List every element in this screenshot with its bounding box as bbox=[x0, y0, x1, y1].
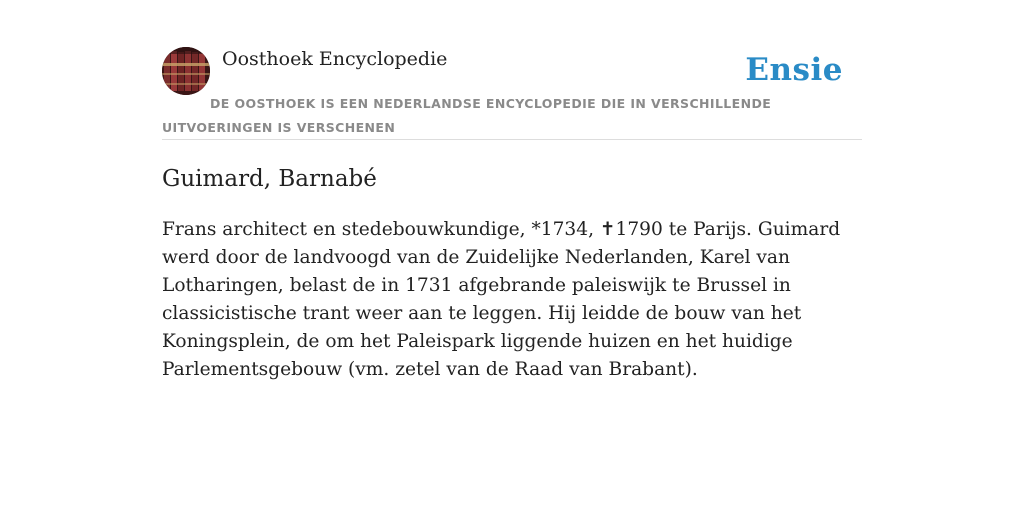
ensie-logo[interactable]: Ensie bbox=[745, 52, 843, 88]
book-spines-icon[interactable] bbox=[162, 47, 210, 95]
article-body bbox=[162, 216, 862, 384]
page-container bbox=[162, 46, 862, 380]
site-title[interactable]: Oosthoek Encyclopedie bbox=[222, 48, 448, 70]
site-description: DE OOSTHOEK IS EEN NEDERLANDSE ENCYCLOPEDIE DIE IN VERSCHILLENDE UITVOERINGEN IS VERSCHENEN bbox=[162, 96, 772, 135]
site-header bbox=[162, 46, 862, 140]
article-paragraph: Frans architect en stedebouwkundige, *1734, ✝1790 te Parijs. Guimard werd door de landvoogd van de Zuidelijke Nederlanden, Karel van Lotharingen, belast de in 1731 afgebrande paleiswijk te Brussel in classicistische trant weer aan te leggen. Hij leidde de bouw van het Koningsplein, de om het Paleispark liggende huizen en het huidige Parlementsgebouw (vm. zetel van de Raad van Brabant). bbox=[162, 219, 841, 380]
article-title: Guimard, Barnabé bbox=[162, 166, 377, 192]
